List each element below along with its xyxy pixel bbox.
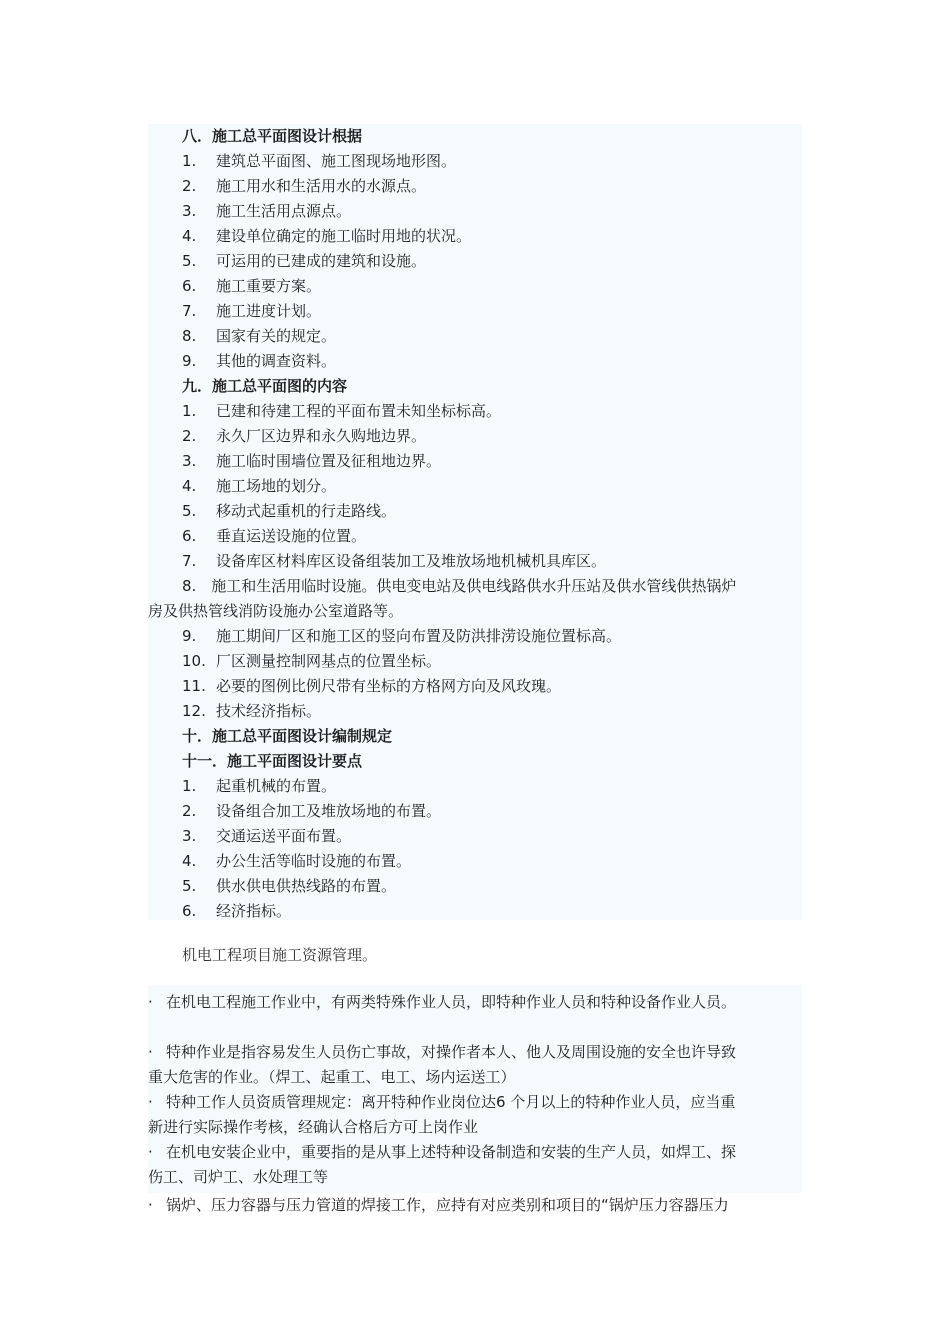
list-item: 3. 施工临时围墙位置及征租地边界。 [182,452,442,470]
bullet-continuation: 新进行实际操作考核，经确认合格后方可上岗作业 [148,1118,479,1136]
list-item: 12. 技术经济指标。 [182,702,322,720]
bullet-block [148,985,802,1193]
resource-management-title: 机电工程项目施工资源管理。 [182,946,378,964]
section-heading: 十．施工总平面图设计编制规定 [182,727,393,745]
list-item: 2. 永久厂区边界和永久购地边界。 [182,427,427,445]
section-heading: 九．施工总平面图的内容 [182,377,348,395]
bullet-continuation: 伤工、司炉工、水处理工等 [148,1168,329,1186]
list-item: 9. 其他的调查资料。 [182,352,337,370]
list-item: 4. 建设单位确定的施工临时用地的状况。 [182,227,472,245]
bullet-item: · 在机电安装企业中，重要指的是从事上述特种设备制造和安装的生产人员，如焊工、探 [148,1143,737,1161]
list-item: 7. 施工进度计划。 [182,302,322,320]
bullet-item: · 特种作业是指容易发生人员伤亡事故，对操作者本人、他人及周围设施的安全也许导致 [148,1043,737,1061]
list-item: 5. 供水供电供热线路的布置。 [182,877,397,895]
list-item: 11. 必要的图例比例尺带有坐标的方格网方向及风玫瑰。 [182,677,562,695]
list-item: 9. 施工期间厂区和施工区的竖向布置及防洪排涝设施位置标高。 [182,627,622,645]
section-heading: 八．施工总平面图设计根据 [182,127,363,145]
bullet-continuation: 重大危害的作业。（焊工、起重工、电工、场内运送工） [148,1068,516,1086]
list-item: 4. 办公生活等临时设施的布置。 [182,852,412,870]
list-item-wrapped: 8. 施工和生活用临时设施。供电变电站及供电线路供水升压站及供水管线供热锅炉 [182,577,737,595]
list-item: 6. 经济指标。 [182,902,292,920]
list-item: 2. 施工用水和生活用水的水源点。 [182,177,427,195]
main-content-block [148,124,802,920]
list-item: 6. 施工重要方案。 [182,277,322,295]
list-item: 6. 垂直运送设施的位置。 [182,527,367,545]
bullet-item: · 在机电工程施工作业中，有两类特殊作业人员，即特种作业人员和特种设备作业人员。 [148,993,737,1011]
list-item: 4. 施工场地的划分。 [182,477,337,495]
list-item: 1. 起重机械的布置。 [182,777,337,795]
list-item-wrapped-continuation: 房及供热管线消防设施办公室道路等。 [148,602,404,620]
section-heading: 十一．施工平面图设计要点 [182,752,363,770]
list-item: 1. 已建和待建工程的平面布置未知坐标标高。 [182,402,502,420]
list-item: 3. 施工生活用点源点。 [182,202,352,220]
list-item: 5. 移动式起重机的行走路线。 [182,502,397,520]
list-item: 2. 设备组合加工及堆放场地的布置。 [182,802,442,820]
list-item: 3. 交通运送平面布置。 [182,827,352,845]
list-item: 10. 厂区测量控制网基点的位置坐标。 [182,652,442,670]
list-item: 8. 国家有关的规定。 [182,327,337,345]
list-item: 7. 设备库区材料库区设备组装加工及堆放场地机械机具库区。 [182,552,607,570]
list-item: 5. 可运用的已建成的建筑和设施。 [182,252,427,270]
bullet-item: · 特种工作人员资质管理规定：离开特种作业岗位达6 个月以上的特种作业人员，应当重 [148,1093,736,1111]
bullet-item: · 锅炉、压力容器与压力管道的焊接工作，应持有对应类别和项目的“锅炉压力容器压力 [148,1196,729,1214]
list-item: 1. 建筑总平面图、施工图现场地形图。 [182,152,457,170]
